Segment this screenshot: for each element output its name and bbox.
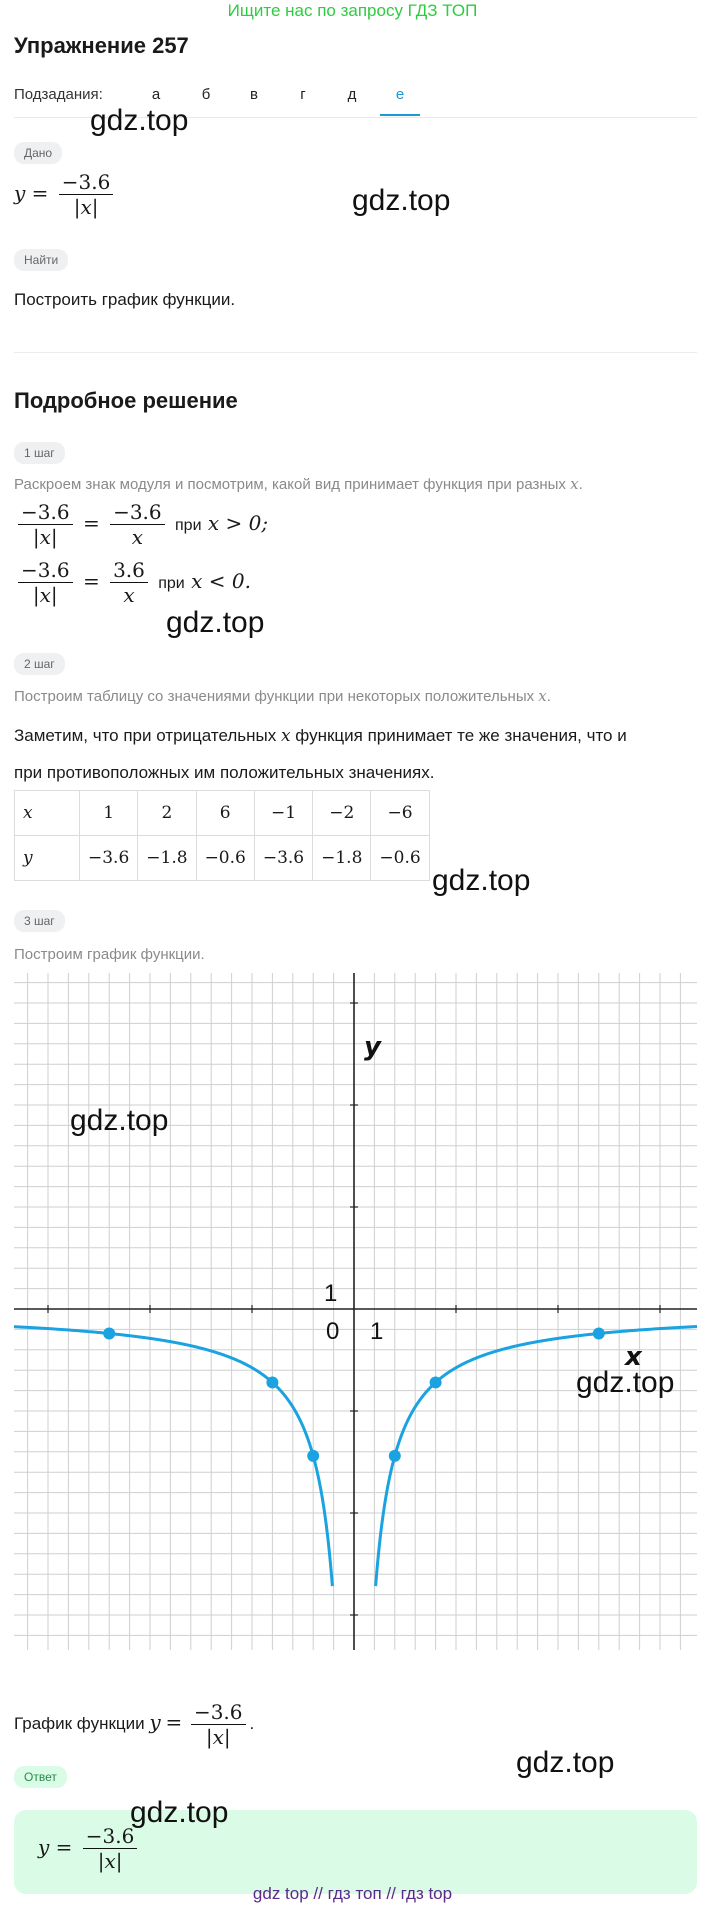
section-divider	[14, 352, 697, 353]
values-table	[14, 790, 430, 881]
table-cell: x	[15, 791, 80, 836]
step2-var: x	[538, 687, 547, 705]
table-cell: −1	[254, 791, 312, 836]
watermark: gdz.top	[166, 606, 265, 639]
step1-line2	[14, 558, 251, 607]
step2-note-line1	[14, 726, 704, 746]
answer-formula	[38, 1824, 141, 1873]
subtasks-label: Подзадания:	[14, 86, 103, 103]
step3-text: Построим график функции.	[14, 946, 205, 963]
table-row	[15, 836, 430, 881]
step1-l2-cond: x < 0.	[191, 569, 251, 593]
conclusion-den: |x|	[205, 1725, 231, 1749]
given-chip: Дано	[14, 142, 62, 164]
page-title: Упражнение 257	[14, 33, 189, 58]
given-fraction	[59, 170, 114, 219]
conclusion-fraction	[191, 1700, 246, 1749]
step1-l2-eq: =	[82, 569, 100, 593]
table-cell: −1.8	[138, 836, 196, 881]
tab-e[interactable]: е	[380, 86, 420, 116]
tab-d[interactable]: д	[347, 86, 357, 103]
step1-l2-rhs-num: 3.6	[110, 558, 148, 583]
step1-l2-lhs	[18, 558, 73, 607]
table-cell: −2	[313, 791, 371, 836]
graph-point	[103, 1327, 115, 1339]
step2-note-a: Заметим, что при отрицательных	[14, 726, 277, 745]
curve-left-branch	[14, 1326, 332, 1586]
answer-den: |x|	[97, 1849, 123, 1873]
step1-line1	[14, 500, 268, 549]
step2-text: Построим таблицу со значениями функции при некоторых положительных x.	[14, 687, 551, 705]
y-axis-label: y	[364, 1032, 381, 1062]
table-row	[15, 791, 430, 836]
solution-title: Подробное решение	[14, 388, 238, 413]
watermark: gdz.top	[516, 1746, 615, 1779]
table-cell: −6	[371, 791, 429, 836]
x-axis-label: x	[625, 1342, 642, 1372]
table-cell: 1	[80, 791, 138, 836]
step2-note-var: x	[280, 726, 291, 746]
step1-text: Раскроем знак модуля и посмотрим, какой вид принимает функция при разных x.	[14, 475, 583, 493]
given-denominator: |x|	[73, 195, 99, 219]
function-graph	[14, 973, 697, 1650]
step2-text-body: Построим таблицу со значениями функции при некоторых положительных	[14, 688, 535, 705]
step1-var: x	[570, 475, 579, 493]
step1-l2-lhs-num: −3.6	[18, 558, 73, 583]
step1-l1-word: при	[175, 517, 202, 534]
step3-chip-wrap	[14, 910, 65, 932]
table-cell: −1.8	[313, 836, 371, 881]
conclusion	[14, 1700, 254, 1749]
values-table-wrap	[14, 790, 430, 881]
table-cell: 6	[196, 791, 254, 836]
graph-point	[266, 1376, 278, 1388]
graph-point	[430, 1376, 442, 1388]
step1-l2-lhs-den: |x|	[32, 583, 58, 607]
promo-banner[interactable]: Ищите нас по запросу ГДЗ ТОП	[227, 1, 478, 20]
graph-point	[389, 1450, 401, 1462]
find-chip: Найти	[14, 249, 68, 271]
step1-l1-rhs-num: −3.6	[110, 500, 165, 525]
table-cell: −0.6	[196, 836, 254, 881]
tab-a[interactable]: а	[151, 86, 161, 103]
step1-l2-rhs-den: x	[123, 583, 135, 607]
given-numerator: −3.6	[59, 170, 114, 195]
watermark: gdz.top	[576, 1366, 675, 1399]
watermark: gdz.top	[432, 864, 531, 897]
watermark: gdz.top	[90, 104, 189, 137]
step2-note-b: функция принимает те же значения, что и	[295, 726, 627, 745]
graph-grid	[14, 973, 697, 1650]
tab-v[interactable]: в	[250, 86, 258, 103]
watermark: gdz.top	[352, 184, 451, 217]
step1-l1-rhs	[110, 500, 165, 549]
find-text: Построить график функции.	[14, 290, 236, 309]
answer-num: −3.6	[83, 1824, 138, 1849]
table-cell: −3.6	[80, 836, 138, 881]
answer-chip-wrap	[14, 1766, 67, 1788]
given-equals: =	[31, 181, 55, 205]
answer-eq: =	[55, 1835, 79, 1859]
answer-chip: Ответ	[14, 1766, 67, 1788]
step1-l2-word: при	[158, 575, 185, 592]
tab-g[interactable]: г	[300, 86, 306, 103]
conclusion-eq: =	[165, 1709, 183, 1734]
step2-chip: 2 шаг	[14, 653, 65, 675]
step2-chip-wrap	[14, 653, 65, 675]
step1-l1-lhs-den: |x|	[32, 525, 58, 549]
answer-fraction	[83, 1824, 138, 1873]
step2-note-line2: при противоположных им положительных значениях.	[14, 763, 435, 782]
table-cell: 2	[138, 791, 196, 836]
conclusion-num: −3.6	[191, 1700, 246, 1725]
step1-l1-cond: x > 0;	[207, 511, 269, 535]
conclusion-end: .	[249, 1713, 255, 1733]
answer-y: y	[38, 1835, 50, 1859]
step1-chip: 1 шаг	[14, 442, 65, 464]
conclusion-y: y	[149, 1709, 161, 1734]
step1-text-body: Раскроем знак модуля и посмотрим, какой вид принимает функция при разных	[14, 476, 566, 493]
table-cell: −3.6	[254, 836, 312, 881]
tab-b[interactable]: б	[201, 86, 211, 103]
graph-axes	[14, 973, 697, 1650]
step1-l1-lhs-num: −3.6	[18, 500, 73, 525]
conclusion-text: График функции	[14, 1713, 145, 1733]
step1-l1-eq: =	[82, 511, 100, 535]
step1-l1-rhs-den: x	[131, 525, 143, 549]
watermark: gdz.top	[70, 1104, 169, 1137]
y-one-label: 1	[324, 1280, 338, 1307]
given-y: y	[14, 181, 26, 205]
given-formula	[14, 170, 117, 219]
x-one-label: 1	[370, 1318, 384, 1345]
find-chip-wrap	[14, 249, 68, 271]
graph-point	[307, 1450, 319, 1462]
graph-point	[593, 1327, 605, 1339]
step3-chip: 3 шаг	[14, 910, 65, 932]
step1-l2-rhs	[110, 558, 148, 607]
step1-chip-wrap	[14, 442, 65, 464]
given-chip-wrap	[14, 142, 62, 164]
origin-label: 0	[326, 1318, 340, 1345]
footer-links[interactable]: gdz top // гдз топ // гдз top	[252, 1884, 453, 1903]
watermark: gdz.top	[130, 1796, 229, 1829]
table-cell: −0.6	[371, 836, 429, 881]
table-cell: y	[15, 836, 80, 881]
step1-l1-lhs	[18, 500, 73, 549]
